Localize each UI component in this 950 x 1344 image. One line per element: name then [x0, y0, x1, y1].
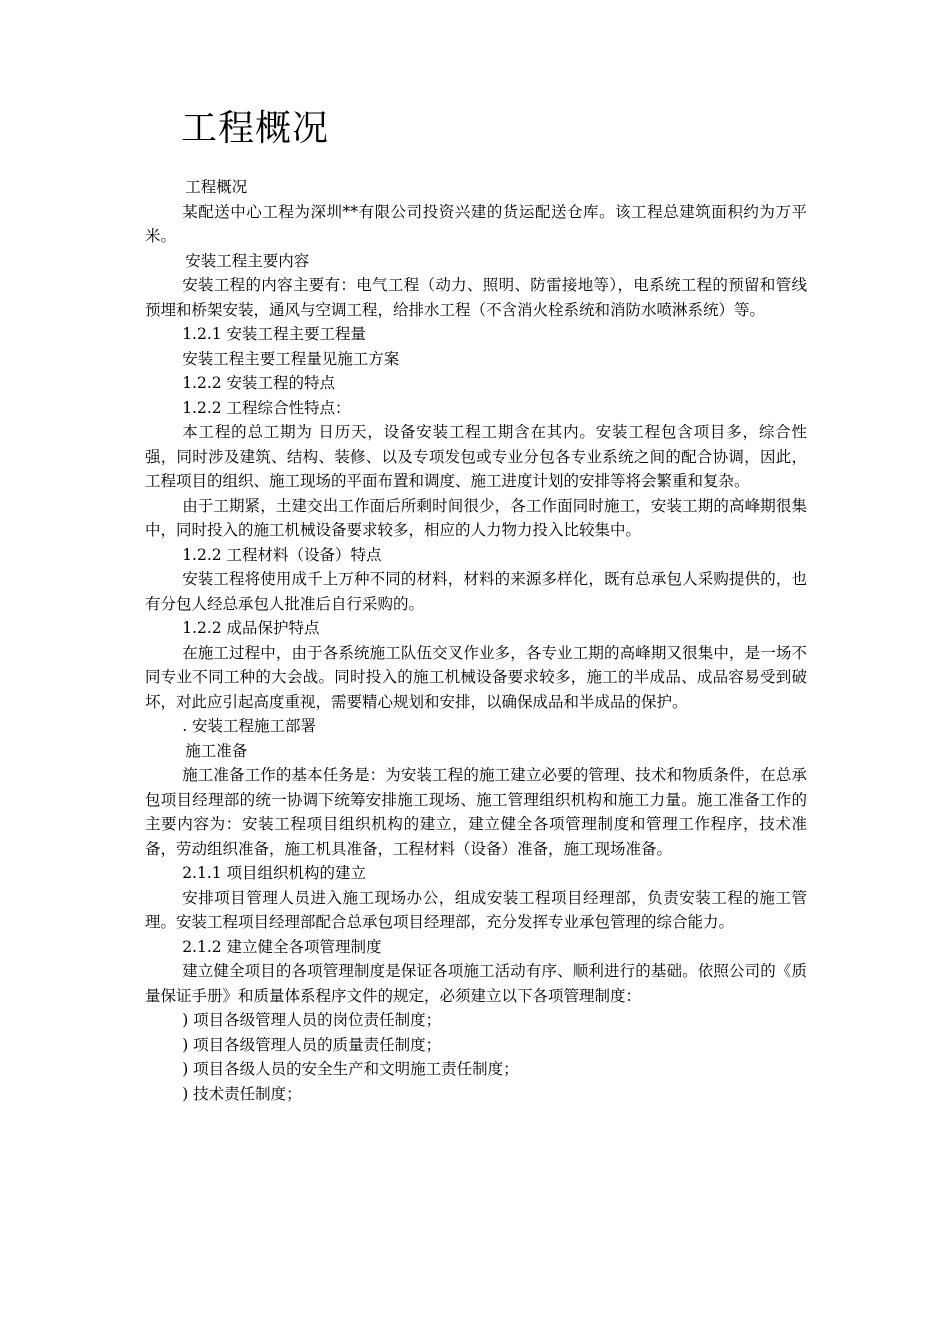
section-heading: 安装工程主要内容	[185, 251, 310, 270]
section-heading: 工程概况	[185, 178, 248, 196]
paragraph: 1.2.1 安装工程主要工程量	[182, 325, 367, 343]
paragraph: 安装工程主要工程量见施工方案	[182, 349, 400, 368]
document-body	[145, 175, 807, 1106]
paragraph: 由于工期紧，土建交出工作面后所剩时间很少，各工作面同时施工，安装工期的高峰期很集中，同时投入的施工机械设备要求较多，相应的人力物力投入比较集中。	[145, 496, 807, 539]
paragraph: ) 项目各级人员的安全生产和文明施工责任制度；	[182, 1060, 519, 1078]
paragraph: 施工准备工作的基本任务是：为安装工程的施工建立必要的管理、技术和物质条件，在总承包项目经理部的统一协调下统筹安排施工现场、施工管理组织机构和施工力量。施工准备工作的主要内容为：安装工程项目组织机构的建立，建立健全各项管理制度和管理工作程序，技术准备，劳动组织准备，施工机具准备，工程材料（设备）准备，施工现场准备。	[145, 766, 807, 858]
paragraph: 1.2.2 工程综合性特点：	[182, 398, 351, 417]
paragraph: 某配送中心工程为深圳**有限公司投资兴建的货运配送仓库。该工程总建筑面积约为万平米。	[145, 202, 807, 245]
paragraph: 安装工程的内容主要有：电气工程（动力、照明、防雷接地等），电系统工程的预留和管线预埋和桥架安装，通风与空调工程，给排水工程（不含消火栓系统和消防水喷淋系统）等。	[145, 276, 807, 319]
paragraph: . 安装工程施工部署	[182, 717, 317, 735]
paragraph: ) 技术责任制度；	[182, 1084, 302, 1103]
page-title: 工程概况	[181, 108, 330, 149]
paragraph: 1.2.2 工程材料（设备）特点	[182, 545, 382, 564]
paragraph: 在施工过程中，由于各系统施工队伍交叉作业多，各专业工期的高峰期又很集中，是一场不同专业不同工种的大会战。同时投入的施工机械设备要求较多，施工的半成品、成品容易受到破坏，对此应引起高度重视，需要精心规划和安排，以确保成品和半成品的保护。	[145, 643, 807, 711]
section-heading: 施工准备	[185, 741, 248, 760]
paragraph: 建立健全项目的各项管理制度是保证各项施工活动有序、顺利进行的基础。依照公司的《质量保证手册》和质量体系程序文件的规定，必须建立以下各项管理制度：	[145, 962, 807, 1005]
paragraph: 1.2.2 安装工程的特点	[182, 374, 336, 392]
paragraph: 2.1.1 项目组织机构的建立	[182, 864, 367, 882]
paragraph: 安装工程将使用成千上万种不同的材料，材料的来源多样化，既有总承包人采购提供的，也有分包人经总承包人批准后自行采购的。	[145, 570, 807, 613]
paragraph: 本工程的总工期为 日历天，设备安装工程工期含在其内。安装工程包含项目多，综合性强，同时涉及建筑、结构、装修、以及专项发包或专业分包各专业系统之间的配合协调，因此，工程项目的组织、施工现场的平面布置和调度、施工进度计划的安排等将会繁重和复杂。	[145, 423, 807, 490]
paragraph: 安排项目管理人员进入施工现场办公，组成安装工程项目经理部，负责安装工程的施工管理。安装工程项目经理部配合总承包项目经理部，充分发挥专业承包管理的综合能力。	[145, 888, 807, 931]
paragraph: 2.1.2 建立健全各项管理制度	[182, 937, 382, 956]
paragraph: 1.2.2 成品保护特点	[182, 619, 320, 637]
paragraph: ) 项目各级管理人员的质量责任制度；	[182, 1035, 442, 1054]
paragraph: ) 项目各级管理人员的岗位责任制度；	[182, 1011, 442, 1029]
